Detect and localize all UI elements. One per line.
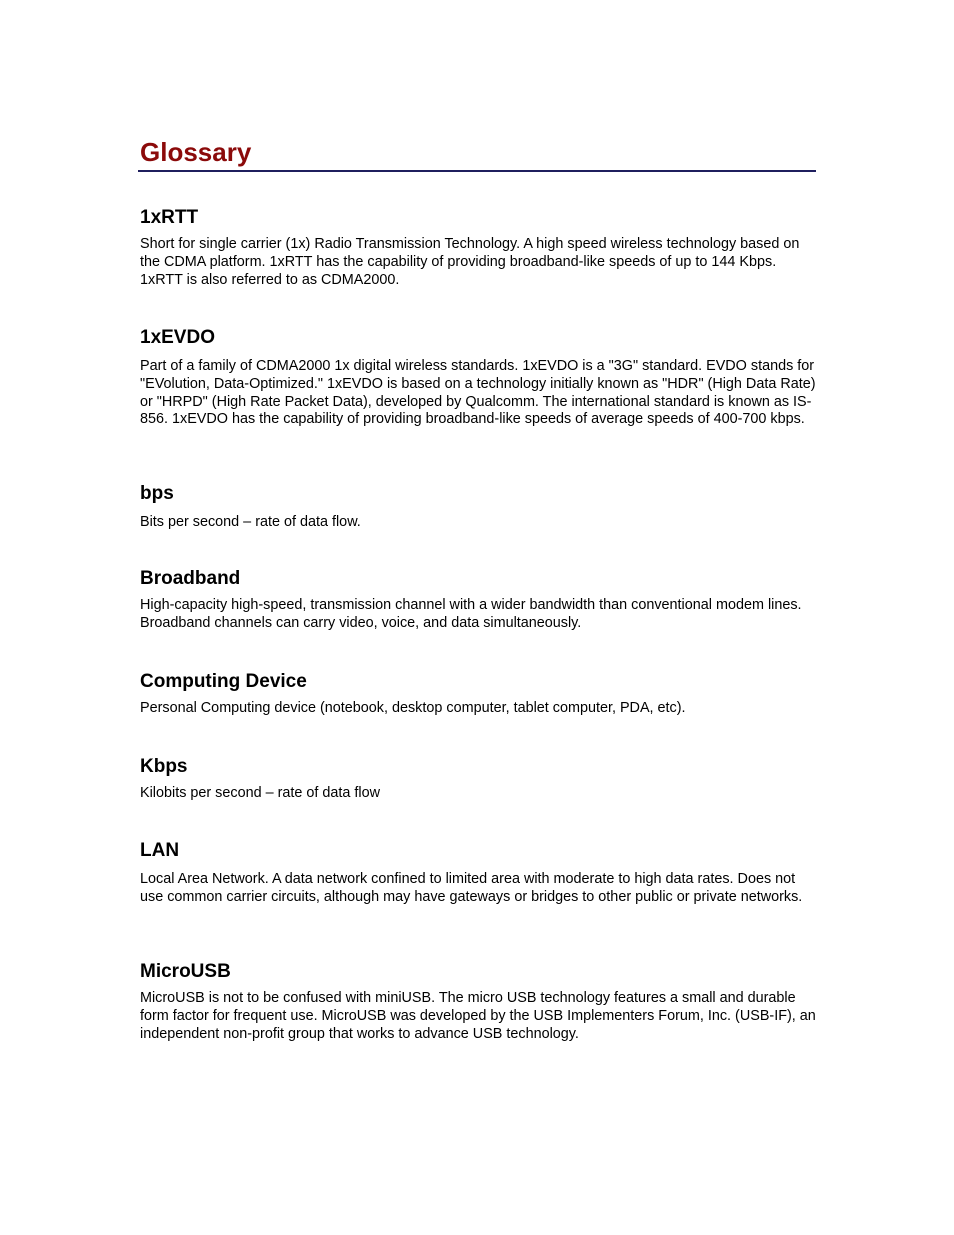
glossary-term: 1xEVDO (140, 327, 215, 348)
glossary-definition: Part of a family of CDMA2000 1x digital wireless standards. 1xEVDO is a "3G" standard. EVDO stands for "EVolution, Data-Optimized." 1xEVDO is based on a technology initially known as "HDR" (High Data Rate) or "HRPD" (High Rate Packet Data), developed by Qualcomm. The international standard is known as IS-856. 1xEVDO has the capability of providing broadband-like speeds of average speeds of 400-700 kbps. (140, 358, 816, 428)
glossary-entry-bps (140, 482, 816, 532)
glossary-definition: Bits per second – rate of data flow. (140, 514, 361, 530)
glossary-entry-kbps (140, 755, 816, 803)
title-underline (138, 170, 816, 172)
glossary-entry-computing-device (140, 670, 816, 718)
glossary-entry-1xrtt (140, 206, 816, 289)
glossary-term: LAN (140, 840, 180, 861)
glossary-definition: MicroUSB is not to be confused with miniUSB. The micro USB technology features a small and durable form factor for frequent use. MicroUSB was developed by the USB Implementers Forum, Inc. (USB-IF), an independent non-profit group that works to advance USB technology. (140, 990, 816, 1042)
glossary-entry-microusb (140, 960, 816, 1043)
glossary-term: Broadband (140, 568, 241, 589)
glossary-definition: Local Area Network. A data network confined to limited area with moderate to high data rates. Does not use common carrier circuits, although may have gateways or bridges to other public or private networks. (140, 871, 803, 905)
glossary-term: 1xRTT (140, 207, 199, 228)
glossary-definition: Short for single carrier (1x) Radio Transmission Technology. A high speed wireless technology based on the CDMA platform. 1xRTT has the capability of providing broadband-like speeds of up to 144 Kbps. 1xRTT is also referred to as CDMA2000. (140, 236, 800, 288)
glossary-term: Kbps (140, 756, 188, 777)
glossary-definition: High-capacity high-speed, transmission channel with a wider bandwidth than conventional modem lines. Broadband channels can carry video, voice, and data simultaneously. (140, 597, 802, 631)
glossary-term: MicroUSB (140, 961, 231, 982)
glossary-term: bps (140, 483, 174, 504)
glossary-definition: Personal Computing device (notebook, desktop computer, tablet computer, PDA, etc). (140, 700, 686, 716)
glossary-entry-1xevdo (140, 326, 816, 429)
glossary-entry-lan (140, 839, 816, 907)
glossary-definition: Kilobits per second – rate of data flow (140, 785, 380, 801)
glossary-term: Computing Device (140, 671, 307, 692)
page-title: Glossary (140, 137, 252, 167)
glossary-entry-broadband (140, 567, 816, 633)
